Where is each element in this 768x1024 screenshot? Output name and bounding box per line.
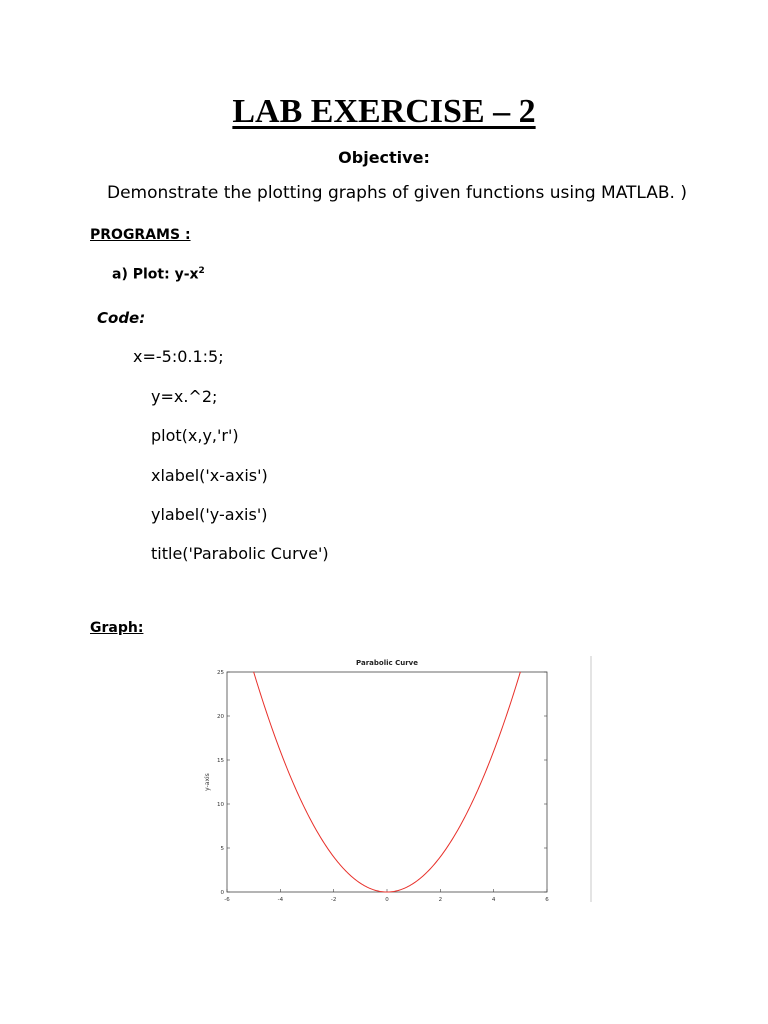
x-tick-label: -2	[330, 897, 337, 903]
data-point	[493, 751, 494, 752]
chart-title: Parabolic Curve	[356, 659, 418, 667]
code-line: y=x.^2;	[151, 387, 218, 406]
data-point	[480, 784, 481, 785]
y-tick-label: 25	[217, 670, 224, 676]
data-point	[347, 872, 348, 873]
chart-svg	[195, 652, 595, 907]
data-point	[400, 890, 401, 891]
objective-heading: Objective:	[338, 148, 430, 167]
x-tick-label: 6	[545, 897, 549, 903]
graph-heading: Graph:	[90, 620, 144, 636]
y-tick-label: 15	[217, 758, 224, 764]
data-point	[453, 837, 454, 838]
data-point	[467, 813, 468, 814]
program-item-text: a) Plot: y-x	[112, 266, 199, 283]
x-tick-label: 2	[438, 897, 443, 903]
y-tick-label: 0	[220, 890, 224, 896]
program-item-a	[112, 266, 205, 283]
y-tick-label: 5	[220, 846, 224, 852]
code-line: ylabel('y-axis')	[151, 505, 268, 524]
data-point	[320, 837, 321, 838]
data-point	[360, 883, 361, 884]
chart-background	[195, 652, 595, 907]
data-point	[440, 857, 441, 858]
x-tick-label: -4	[277, 897, 284, 903]
x-tick-label: -6	[224, 897, 230, 903]
data-point	[387, 892, 388, 893]
data-point	[373, 890, 374, 891]
y-tick-label: 10	[217, 802, 224, 808]
x-tick-label: 0	[385, 897, 389, 903]
document-title: LAB EXERCISE – 2	[232, 93, 536, 130]
y-axis-label: y-axis	[204, 773, 211, 791]
code-line: xlabel('x-axis')	[151, 466, 268, 485]
data-point	[293, 784, 294, 785]
data-point	[427, 872, 428, 873]
data-point	[280, 751, 281, 752]
y-tick-label: 20	[217, 714, 224, 720]
data-point	[520, 672, 521, 673]
objective-text: Demonstrate the plotting graphs of given functions using MATLAB. )	[107, 183, 687, 203]
parabola-chart	[195, 652, 595, 907]
code-line: x=-5:0.1:5;	[133, 347, 224, 366]
programs-heading: PROGRAMS :	[90, 227, 191, 243]
data-point	[413, 883, 414, 884]
data-point	[507, 714, 508, 715]
data-point	[333, 857, 334, 858]
data-point	[267, 714, 268, 715]
program-item-exponent: 2	[198, 266, 205, 276]
data-point	[307, 813, 308, 814]
x-tick-label: 4	[491, 897, 496, 903]
code-label: Code:	[97, 309, 146, 327]
code-line: title('Parabolic Curve')	[151, 544, 329, 563]
code-line: plot(x,y,'r')	[151, 426, 239, 445]
data-point	[253, 672, 254, 673]
